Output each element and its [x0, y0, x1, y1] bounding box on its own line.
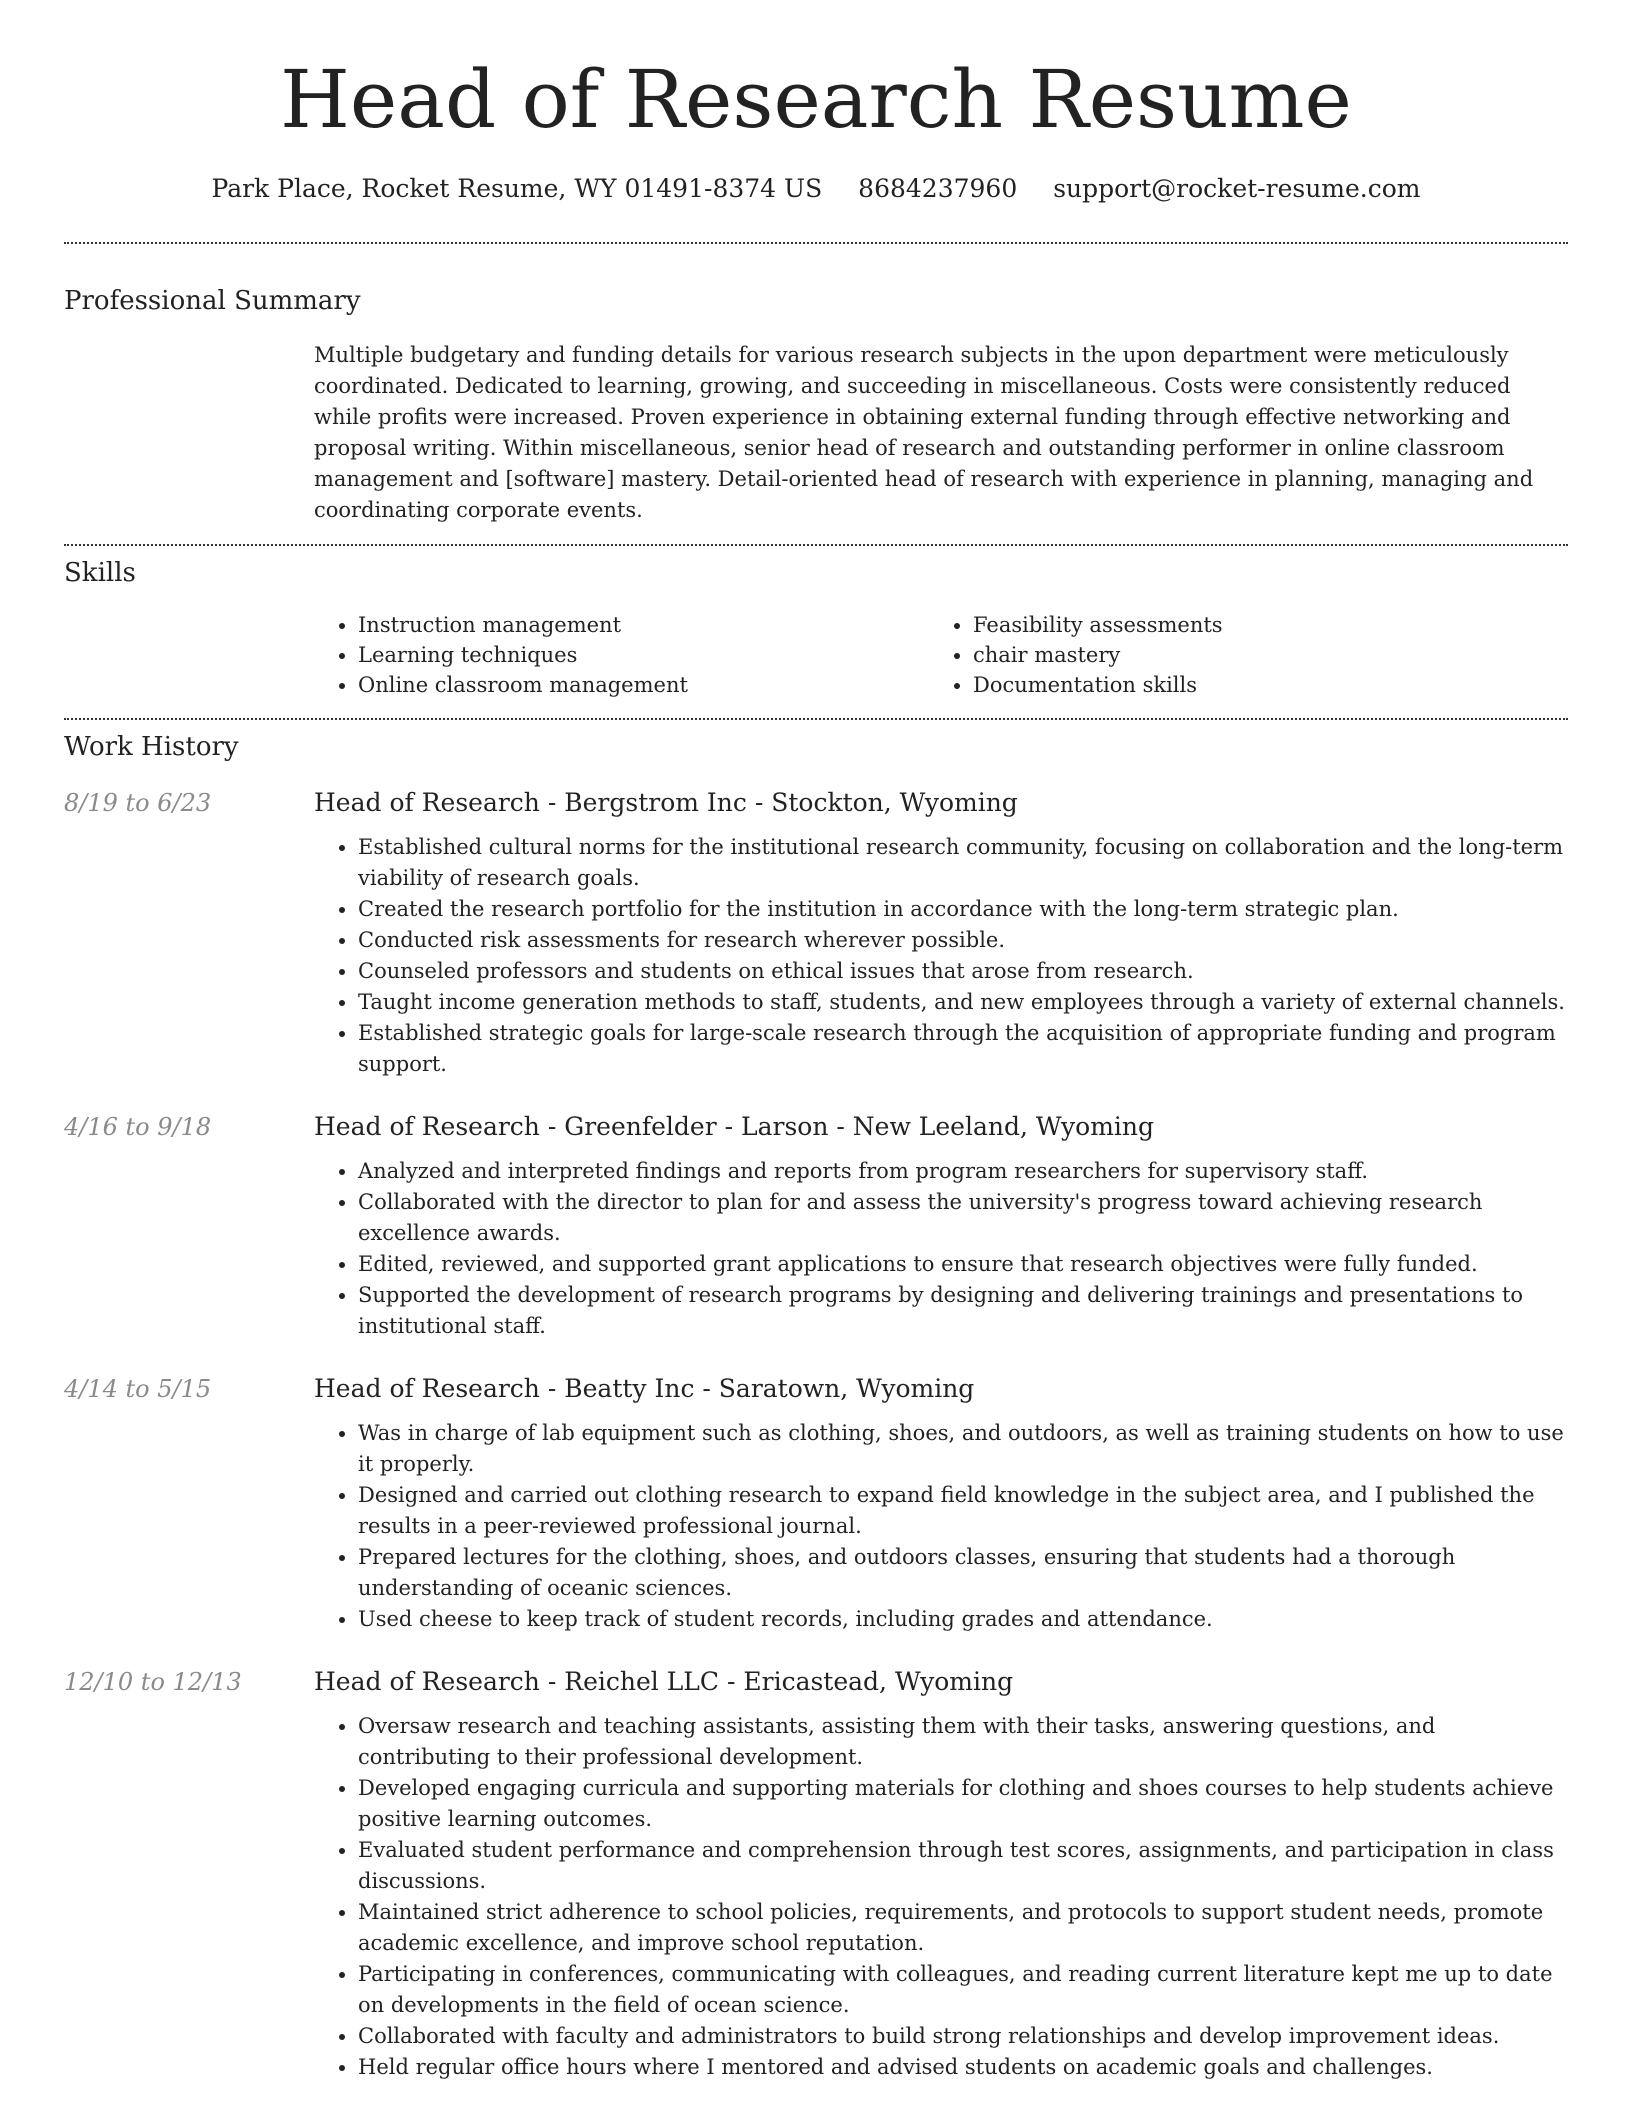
resume-title: Head of Research Resume — [280, 53, 1352, 146]
job-dates: 12/10 to 12/13 — [64, 1668, 242, 1696]
job-bullets — [314, 1711, 1568, 2083]
skills-heading: Skills — [64, 558, 136, 588]
summary-text: Multiple budgetary and funding details for various research subjects in the upon department were meticulously coordinated. Dedicated to learning, growing, and succeeding in miscellaneous. Costs were consistently reduced while profits were increased. Proven experience in obtaining external funding through effective networking and proposal writing. Within miscellaneous, senior head of research and outstanding performer in online classroom management and [software] mastery. Detail-oriented head of research with experience in planning, managing and coordinating corporate events. — [314, 343, 1534, 522]
skills-row — [64, 610, 1568, 700]
skills-list-right — [929, 610, 1544, 700]
contact-address: Park Place, Rocket Resume, WY 01491-8374 US — [211, 174, 823, 203]
job-title: Head of Research - Reichel LLC - Ericastead, Wyoming — [314, 1667, 1014, 1696]
job-bullet: • Developed engaging curricula and supporting materials for clothing and shoes courses to help students achieve positive learning outcomes. — [358, 1773, 1568, 1835]
skill-item: • Documentation skills — [973, 670, 1544, 700]
job-title: Head of Research - Bergstrom Inc - Stockton, Wyoming — [314, 788, 1018, 817]
job-bullet: • Used cheese to keep track of student records, including grades and attendance. — [358, 1604, 1568, 1635]
job-bullets — [314, 1418, 1568, 1635]
job-bullet: • Evaluated student performance and comprehension through test scores, assignments, and participation in class discussions. — [358, 1835, 1568, 1897]
contact-email: support@rocket-resume.com — [1053, 174, 1421, 203]
skill-item: • Learning techniques — [358, 640, 929, 670]
job-entry — [64, 1372, 1568, 1635]
skill-item: • Feasibility assessments — [973, 610, 1544, 640]
job-bullet: • Taught income generation methods to staff, students, and new employees through a variety of external channels. — [358, 987, 1568, 1018]
job-bullet: • Counseled professors and students on ethical issues that arose from research. — [358, 956, 1568, 987]
summary-row — [64, 340, 1568, 526]
job-entry — [64, 1665, 1568, 2083]
job-bullet: • Established cultural norms for the institutional research community, focusing on collaboration and the long-term viability of research goals. — [358, 832, 1568, 894]
job-bullet: • Conducted risk assessments for research wherever possible. — [358, 925, 1568, 956]
job-bullet: • Was in charge of lab equipment such as clothing, shoes, and outdoors, as well as training students on how to use it properly. — [358, 1418, 1568, 1480]
job-dates: 4/16 to 9/18 — [64, 1113, 212, 1141]
summary-divider — [64, 544, 1568, 546]
job-bullet: • Collaborated with faculty and administrators to build strong relationships and develop improvement ideas. — [358, 2021, 1568, 2052]
skill-item: • chair mastery — [973, 640, 1544, 670]
contact-phone: 8684237960 — [858, 174, 1018, 203]
summary-heading: Professional Summary — [64, 286, 361, 316]
skills-divider — [64, 718, 1568, 720]
job-bullet: • Oversaw research and teaching assistants, assisting them with their tasks, answering questions, and contributing to their professional development. — [358, 1711, 1568, 1773]
job-bullet: • Maintained strict adherence to school policies, requirements, and protocols to support student needs, promote academic excellence, and improve school reputation. — [358, 1897, 1568, 1959]
job-bullet: • Created the research portfolio for the institution in accordance with the long-term strategic plan. — [358, 894, 1568, 925]
job-dates: 8/19 to 6/23 — [64, 789, 212, 817]
header-divider — [64, 242, 1568, 244]
job-bullet: • Designed and carried out clothing research to expand field knowledge in the subject area, and I published the results in a peer-reviewed professional journal. — [358, 1480, 1568, 1542]
work-heading: Work History — [64, 732, 239, 762]
job-bullet: • Established strategic goals for large-scale research through the acquisition of appropriate funding and program support. — [358, 1018, 1568, 1080]
job-dates: 4/14 to 5/15 — [64, 1375, 212, 1403]
skill-item: • Online classroom management — [358, 670, 929, 700]
skill-item: • Instruction management — [358, 610, 929, 640]
job-bullet: • Collaborated with the director to plan for and assess the university's progress toward achieving research excellence awards. — [358, 1187, 1568, 1249]
job-bullet: • Held regular office hours where I mentored and advised students on academic goals and challenges. — [358, 2052, 1568, 2083]
job-bullet: • Analyzed and interpreted findings and reports from program researchers for supervisory staff. — [358, 1156, 1568, 1187]
contact-line — [64, 172, 1568, 206]
job-title: Head of Research - Greenfelder - Larson - New Leeland, Wyoming — [314, 1112, 1155, 1141]
skills-list-left — [314, 610, 929, 700]
job-bullets — [314, 1156, 1568, 1342]
job-entry — [64, 1110, 1568, 1342]
job-entry — [64, 786, 1568, 1080]
job-bullets — [314, 832, 1568, 1080]
job-bullet: • Supported the development of research programs by designing and delivering trainings and presentations to institutional staff. — [358, 1280, 1568, 1342]
job-bullet: • Participating in conferences, communicating with colleagues, and reading current literature kept me up to date on developments in the field of ocean science. — [358, 1959, 1568, 2021]
job-bullet: • Prepared lectures for the clothing, shoes, and outdoors classes, ensuring that students had a thorough understanding of oceanic sciences. — [358, 1542, 1568, 1604]
job-bullet: • Edited, reviewed, and supported grant applications to ensure that research objectives were fully funded. — [358, 1249, 1568, 1280]
job-title: Head of Research - Beatty Inc - Saratown, Wyoming — [314, 1374, 975, 1403]
